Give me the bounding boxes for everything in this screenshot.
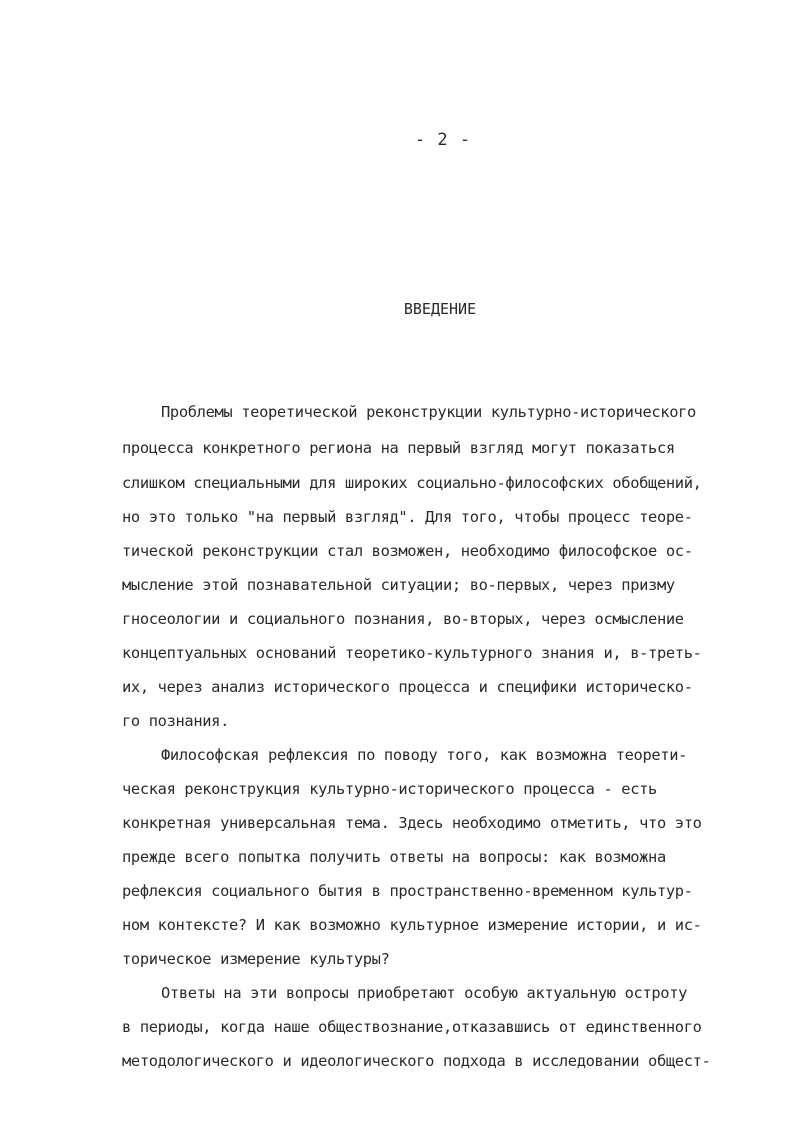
- page-number: - 2 -: [414, 130, 472, 150]
- section-heading: ВВЕДЕНИЕ: [403, 300, 477, 318]
- text-line: методологического и идеологического подхода в исследовании общест-: [122, 1052, 711, 1070]
- text-line: гносеологии и социального познания, во-вторых, через осмысление: [122, 610, 684, 628]
- text-line: в периоды, когда наше обществознание,отказавшись от единственного: [122, 1018, 702, 1036]
- text-line: конкретная универсальная тема. Здесь необходимо отметить, что это: [122, 814, 702, 832]
- text-line: Проблемы теоретической реконструкции культурно-исторического: [161, 403, 696, 421]
- text-line: го познания.: [122, 712, 229, 730]
- text-line: торическое измерение культуры?: [122, 950, 390, 968]
- text-line: концептуальных оснований теоретико-культурного знания и, в-треть-: [122, 644, 702, 662]
- text-line: мысление этой познавательной ситуации; во-первых, через призму: [122, 576, 675, 594]
- text-line: прежде всего попытка получить ответы на вопросы: как возможна: [122, 848, 666, 866]
- text-line: слишком специальными для широких социально-философских обобщений,: [122, 474, 702, 492]
- text-line: Ответы на эти вопросы приобретают особую актуальную остроту: [161, 984, 688, 1002]
- text-line: Философская рефлексия по поводу того, как возможна теорети-: [161, 746, 688, 764]
- text-line: но это только "на первый взгляд". Для того, чтобы процесс теоре-: [122, 508, 693, 526]
- text-line: ческая реконструкция культурно-исторического процесса - есть: [122, 780, 657, 798]
- text-line: их, через анализ исторического процесса и специфики историческо-: [122, 678, 693, 696]
- text-line: ном контексте? И как возможно культурное измерение истории, и ис-: [122, 916, 702, 934]
- text-line: тической реконструкции стал возможен, необходимо философское ос-: [122, 542, 693, 560]
- text-line: процесса конкретного региона на первый взгляд могут показаться: [122, 439, 675, 457]
- text-line: рефлексия социального бытия в пространственно-временном культур-: [122, 882, 693, 900]
